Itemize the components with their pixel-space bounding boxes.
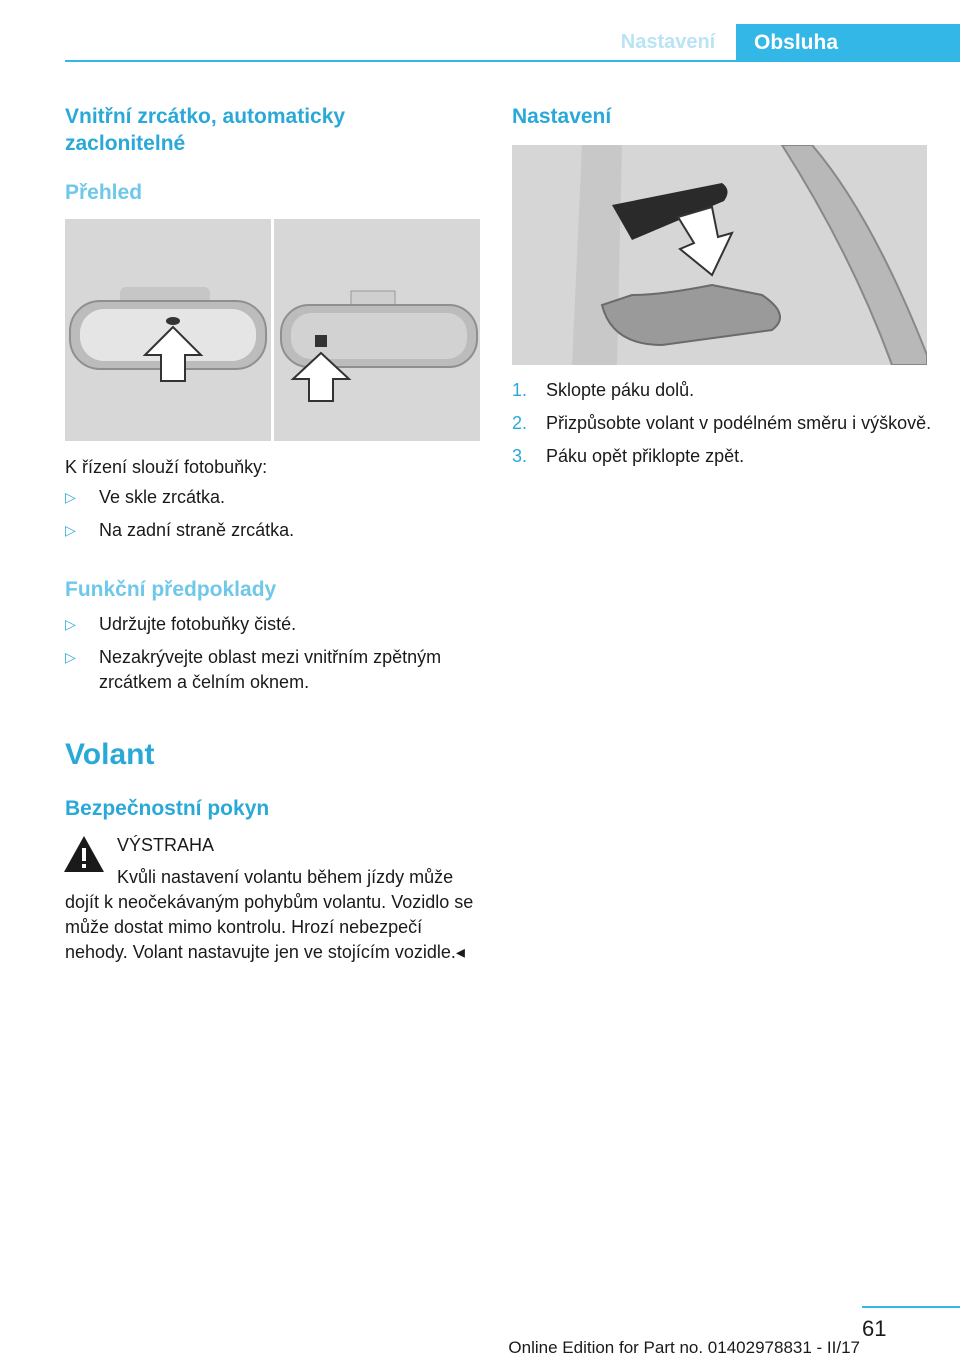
sensor-intro: K řízení slouží fotobuňky: xyxy=(65,457,268,477)
requirements-list xyxy=(65,612,480,703)
warning-text: Kvůli nastavení volantu během jízdy může dojít k neočekávaným pohybům volantu. Vozidlo se může dostat mimo kontrolu. Hrozí nebezpečí nehody. Volant nastavujte jen ve stojícím vozidle.◂ xyxy=(65,867,474,962)
header-section-label: Nastavení xyxy=(620,31,716,53)
adjust-heading: Nastavení xyxy=(512,105,612,128)
steering-lever-illustration xyxy=(512,145,927,365)
footer-rule xyxy=(862,1306,960,1308)
steering-heading: Volant xyxy=(65,738,155,771)
safety-heading: Bezpečnostní pokyn xyxy=(65,797,270,820)
warning-title: VÝSTRAHA xyxy=(117,835,215,855)
triangle-right-icon: ▷ xyxy=(65,649,76,665)
mirror-illustration xyxy=(65,219,480,441)
triangle-right-icon: ▷ xyxy=(65,616,76,632)
page-number: 61 xyxy=(862,1316,887,1341)
list-item: ▷ Ve skle zrcátka. xyxy=(65,485,480,510)
triangle-right-icon: ▷ xyxy=(65,489,76,505)
header-rule xyxy=(65,60,960,62)
requirements-heading: Funkční předpoklady xyxy=(65,578,277,601)
list-item: 1. Sklopte páku dolů. xyxy=(512,380,695,400)
list-item: 2. Přizpůsobte volant v podélném směru i výškově. xyxy=(512,413,932,433)
sensor-list xyxy=(65,485,480,551)
mirror-heading: Vnitřní zrcátko, automaticky zaclonitelné xyxy=(65,105,346,155)
header-chapter-tab: Obsluha xyxy=(736,24,960,62)
list-item: ▷ Na zadní straně zrcátka. xyxy=(65,518,480,543)
mirror-figure xyxy=(65,219,480,441)
triangle-right-icon: ▷ xyxy=(65,522,76,538)
steering-figure xyxy=(512,145,927,365)
edition-note: Online Edition for Part no. 01402978831 - II/17 xyxy=(508,1338,860,1357)
list-item: 3. Páku opět přiklopte zpět. xyxy=(512,446,745,466)
steps-list xyxy=(512,378,932,477)
list-item: ▷ Nezakrývejte oblast mezi vnitřním zpětným zrcátkem a čelním oknem. xyxy=(65,647,442,692)
overview-heading: Přehled xyxy=(65,181,143,204)
list-item: ▷ Udržujte fotobuňky čisté. xyxy=(65,612,480,637)
